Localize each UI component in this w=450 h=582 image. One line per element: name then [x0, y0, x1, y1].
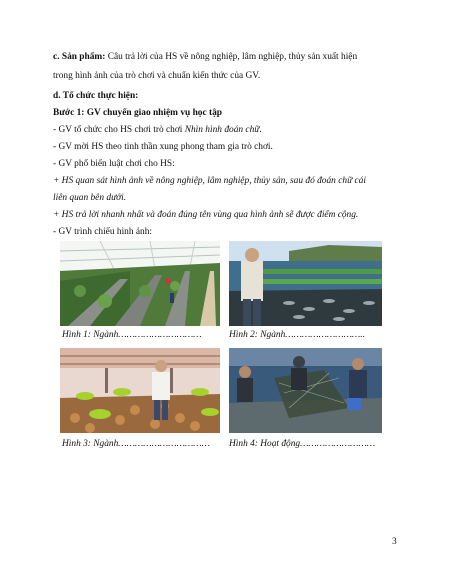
- fishing-photo: [229, 348, 382, 433]
- product-line-1: [53, 51, 395, 63]
- bullet-3: - GV phổ biến luật chơi cho HS:: [53, 159, 175, 169]
- poultry-farm-photo: [60, 348, 220, 433]
- bullet-2: - GV mời HS theo tinh thần xung phong tham gia trò chơi.: [53, 142, 273, 152]
- projection-line: - GV trình chiếu hình ảnh:: [53, 227, 153, 237]
- bullet-1: [53, 124, 395, 136]
- figure-3-caption: Hình 3: Ngành……………………………: [62, 439, 210, 449]
- product-line-2: trong hình ảnh của trò chơi và chuẩn kiến thức của GV.: [53, 71, 261, 81]
- rule-2: + HS trả lời nhanh nhất và đoán đúng tên vùng qua hình ảnh sẽ được điểm cộng.: [53, 210, 359, 220]
- product-label: c. Sản phẩm:: [53, 52, 106, 62]
- fish-farm-photo: [229, 241, 382, 326]
- bullet-1-suffix: .: [259, 125, 262, 135]
- figure-4-caption: Hình 4: Hoạt động………………………: [229, 439, 376, 449]
- figure-2-caption: Hình 2: Ngành………………………..: [229, 330, 365, 340]
- greenhouse-photo: [60, 241, 220, 326]
- step1-heading: Bước 1: GV chuyển giao nhiệm vụ học tập: [53, 108, 222, 118]
- org-heading: d. Tổ chức thực hiện:: [53, 91, 139, 101]
- page-number: 3: [392, 537, 397, 547]
- game-name: Nhìn hình đoán chữ: [184, 125, 260, 135]
- rule-1-cont: liên quan bên dưới.: [53, 193, 127, 203]
- figure-1-caption: Hình 1: Ngành…………………………: [62, 330, 202, 340]
- bullet-1-prefix: - GV tổ chức cho HS chơi trò chơi: [53, 125, 185, 135]
- rule-1: + HS quan sát hình ảnh về nông nghiệp, lâm nghiệp, thủy sản, sau đó đoán chữ cái: [53, 176, 366, 186]
- product-text-1: Câu trả lời của HS về nông nghiệp, lâm nghiệp, thủy sản xuất hiện: [107, 52, 358, 62]
